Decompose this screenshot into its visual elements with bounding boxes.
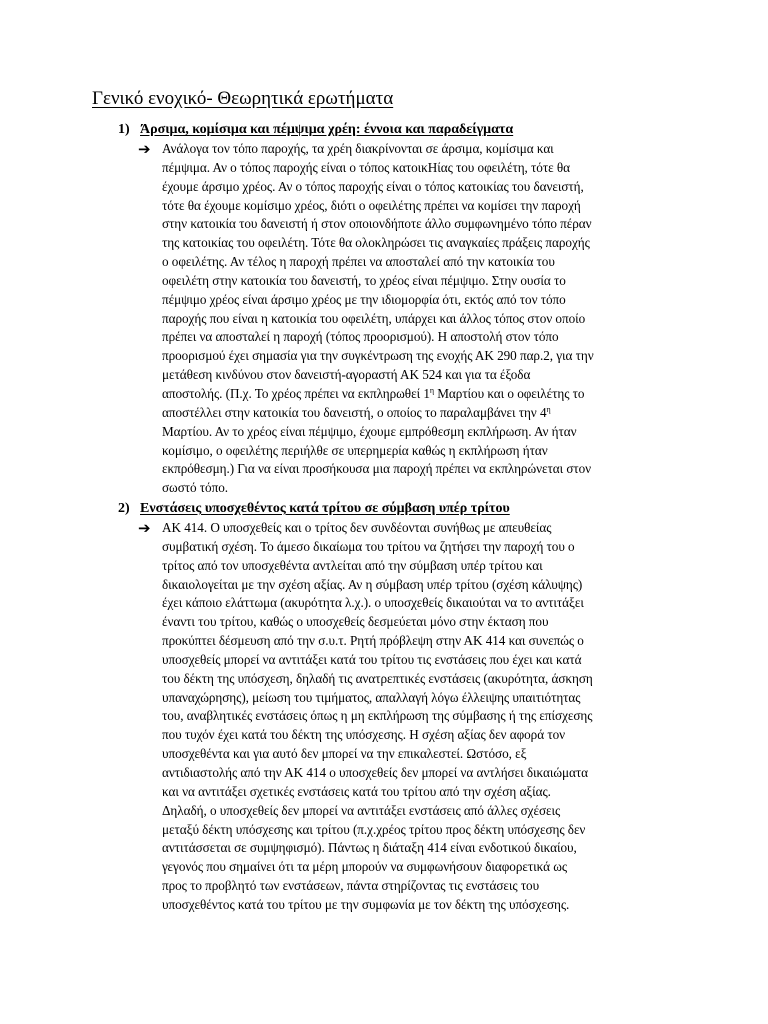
text-line: ΑΚ 414. Ο υποσχεθείς και ο τρίτος δεν συνδέονται συνήθως με απευθείας	[162, 520, 552, 535]
text-line: πρέπει να αποσταλεί η παροχή (τόπος προορισμού). Η αποστολή στον τόπο	[162, 329, 559, 345]
text-line: της κατοικίας του οφειλέτη. Τότε θα ολοκληρώσει τις αναγκαίες πράξεις παροχής	[162, 235, 590, 251]
section-2	[118, 499, 718, 915]
text-line: που τυχόν έχει κατά του δέκτη της υπόσχεσης. Η σχέση αξίας δεν αφορά τον	[162, 727, 566, 743]
text-line: έναντι του τρίτου, καθώς ο υποσχεθείς δεσμεύεται μόνο στην έκταση που	[162, 614, 549, 630]
text-line: στην κατοικία του δανειστή ή στον οποιονδήποτε άλλο συμφωνημένο τόπο πέραν	[162, 216, 592, 232]
text-line: Δηλαδή, ο υποσχεθείς δεν μπορεί να αντιτάξει ενστάσεις από άλλες σχέσεις	[162, 802, 561, 818]
text-line: υποσχεθέντος κατά του τρίτου με την συμφωνία με τον δέκτη της υπόσχεσης.	[162, 896, 570, 912]
text-line: υποσχεθέντα και για αυτό δεν μπορεί να την επικαλεστεί. Ωστόσο, εξ	[162, 746, 527, 762]
text-line: πέμψιμα. Αν ο τόπος παροχής είναι ο τόπος κατοικΗίας του οφειλέτη, τότε θα	[162, 159, 570, 175]
text-line: έχουμε άρσιμο χρέος. Αν ο τόπος παροχής είναι ο τόπος κατοικίας του δανειστή,	[162, 178, 584, 194]
text-line: τότε θα έχουμε κομίσιμο χρέος, διότι ο οφειλέτης πρέπει να κομίσει την παροχή	[162, 197, 581, 213]
text-line: Μαρτίου. Αν το χρέος είναι πέμψιμο, έχουμε εμπρόθεσμη εκπλήρωση. Αν ήταν	[162, 423, 577, 439]
section-number: 1)	[118, 122, 130, 137]
text-line: κομίσιμο, ο οφειλέτης περιήλθε σε υπερημερία καθώς η εκπλήρωση ήταν	[162, 442, 548, 458]
text-line: αποστολής. (Π.χ. Το χρέος πρέπει να εκπληρωθεί $1^\eta$ Μαρτίου και ο οφειλέτης το	[162, 385, 585, 401]
section-title: Ενστάσεις υποσχεθέντος κατά τρίτου σε σύμβαση υπέρ τρίτου	[140, 501, 510, 516]
text-line: δικαιολογείται με την σχέση αξίας. Αν η σύμβαση υπέρ τρίτου (σχέση κάλυψης)	[162, 576, 583, 592]
text-line: πέμψιμο χρέος είναι άρσιμο χρέος με την ιδιομορφία ότι, εκτός από τον τόπο	[162, 291, 566, 307]
document-title: Γενικό ενοχικό- Θεωρητικά ερωτήματα	[92, 88, 394, 109]
text-line: εκπρόθεσμη.) Για να είναι προσήκουσα μια παροχή πρέπει να εκπληρώνεται στον	[162, 461, 592, 477]
text-line: και να αντιτάξει σχετικές ενστάσεις κατά του τρίτου από την σχέση αξίας.	[162, 783, 551, 799]
text-line: αντιδιαστολής από την ΑΚ 414 ο υποσχεθείς δεν μπορεί να αντλήσει δικαιώματα	[162, 764, 588, 780]
text-line: συμβατική σχέση. Το άμεσο δικαίωμα του τρίτου να ζητήσει την παροχή του ο	[162, 538, 575, 554]
text-line: του δέκτη της υπόσχεση, δηλαδή τις ανατρεπτικές ενστάσεις (ακυρότητα, άσκηση	[162, 670, 593, 686]
text-line: οφειλέτη στην κατοικία του δανειστή, το χρέος είναι πέμψιμο. Στην ουσία το	[162, 272, 566, 288]
section-heading	[118, 499, 718, 519]
section-number: 2)	[118, 501, 130, 516]
text-line: προκύπτει δέσμευση από την σ.υ.τ. Ρητή πρόβλεψη στην ΑΚ 414 και συνεπώς ο	[162, 633, 584, 649]
text-line: παροχής που είναι η κατοικία του οφειλέτη, υπάρχει και άλλος τόπος στον οποίο	[162, 310, 586, 326]
text-line: γεγονός που σημαίνει ότι τα μέρη μπορούν να συμφωνήσουν διαφορετικά ως	[162, 859, 568, 875]
text-line: υπαναχώρησης), μείωση του τιμήματος, απαλλαγή λόγω έλλειψης υπαιτιότητας	[162, 689, 581, 705]
text-line: μεταξύ δέκτη υπόσχεσης και τρίτου (π.χ.χρέος τρίτου προς δέκτη υπόσχεσης δεν	[162, 821, 586, 837]
arrow-right-icon: ➔	[138, 140, 151, 158]
text-line: ο οφειλέτης. Αν τέλος η παροχή πρέπει να αποσταλεί από την κατοικία του	[162, 254, 555, 270]
text-line: προορισμού έχει σημασία για την συγκέντρωση της ενοχής ΑΚ 290 παρ.2, για την	[162, 348, 594, 364]
text-line: προς το προβλητό των ενστάσεων, πάντα στηρίζοντας τις ενστάσεις του	[162, 878, 540, 894]
text-line: αποστέλλει στην κατοικία του δανειστή, ο οποίος το παραλαμβάνει την $4^\eta$	[162, 404, 551, 420]
section-paragraph	[118, 519, 718, 915]
text-line: τρίτος από τον υποσχεθέντα αντλείται από την σύμβαση υπέρ τρίτου και	[162, 557, 543, 573]
text-line: αντιτάσσεται σε συμψηφισμό). Πάντως η διάταξη 414 είναι ενδοτικού δικαίου,	[162, 840, 577, 856]
section-1	[118, 120, 718, 498]
text-line: του, αναβλητικές ενστάσεις όπως η μη εκπλήρωση της σύμβασης ή της επίσχεσης	[162, 708, 593, 724]
text-line: υποσχεθείς μπορεί να αντιτάξει κατά του τρίτου τις ενστάσεις που έχει και κατά	[162, 651, 582, 667]
section-heading	[118, 120, 718, 140]
section-title: Άρσιμα, κομίσιμα και πέμψιμα χρέη: έννοια και παραδείγματα	[140, 122, 514, 137]
text-line: μετάθεση κινδύνου στον δανειστή-αγοραστή ΑΚ 524 και για τα έξοδα	[162, 367, 531, 383]
text-line: Ανάλογα τον τόπο παροχής, τα χρέη διακρίνονται σε άρσιμα, κομίσιμα και	[162, 141, 554, 156]
arrow-right-icon: ➔	[138, 519, 151, 537]
section-paragraph	[118, 140, 718, 498]
text-line: σωστό τόπο.	[162, 480, 228, 496]
text-line: έχει κάποιο ελάττωμα (ακυρότητα λ.χ.). ο υποσχεθείς δικαιούται να το αντιτάξει	[162, 595, 584, 611]
